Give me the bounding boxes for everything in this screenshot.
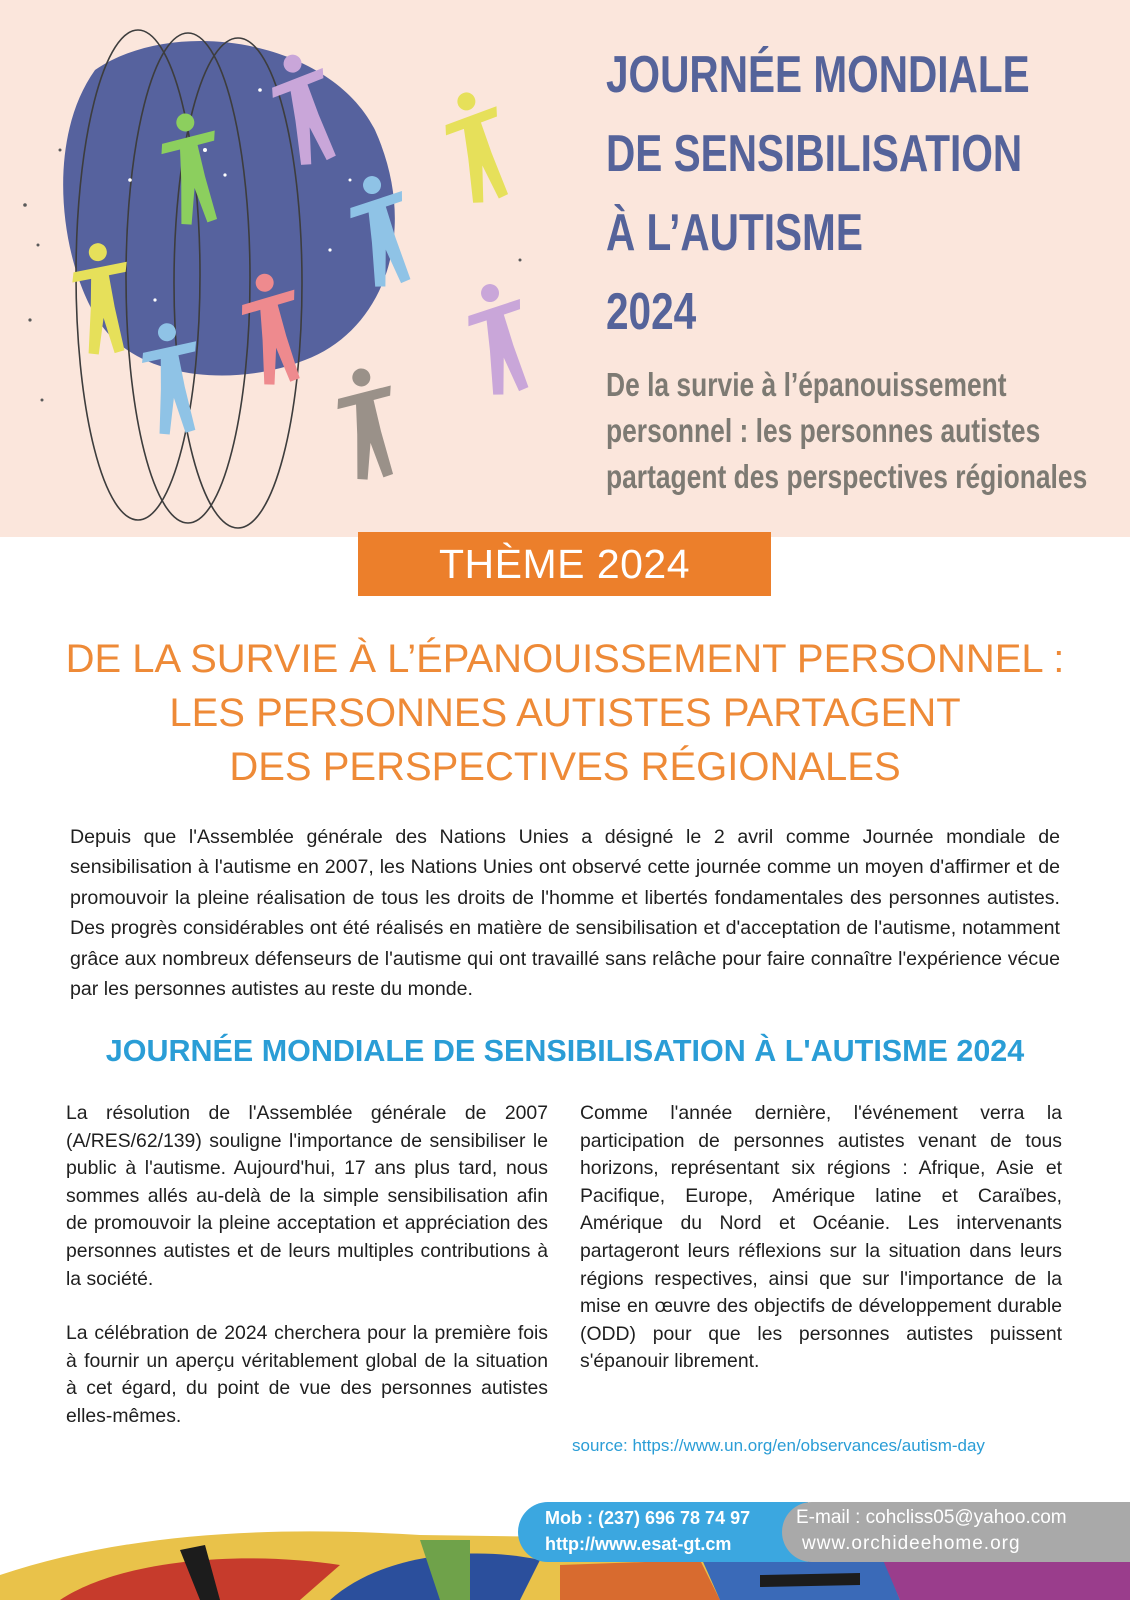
website-link[interactable]: www.orchideehome.org [802,1533,1021,1554]
left-column [66,1100,548,1458]
hero-title [606,36,1030,352]
section-title: JOURNÉE MONDIALE DE SENSIBILISATION À L'AUTISME 2024 [105,1034,1025,1068]
hero-title-line: DE SENSIBILISATION [606,125,1023,183]
theme-label: THÈME 2024 [358,532,771,596]
hero-subtitle-line: De la survie à l’épanouissement [606,366,1007,403]
theme-title-line: DE LA SURVIE À L’ÉPANOUISSEMENT PERSONNEL : [65,637,1065,681]
person-gray [332,365,403,483]
hero-subtitle [606,362,1087,500]
hero-title-line: À L’AUTISME [606,204,863,262]
intro-paragraph: Depuis que l'Assemblée générale des Nations Unies a désigné le 2 avril comme Journée mondiale de sensibilisation à l'autisme en 2007, les Nations Unies ont observé cette journée comme un moyen d'affirmer et de promouvoir la pleine réalisation de tous les droits de l'homme et libertés fondamentales des personnes autistes. Des progrès considérables ont été réalisés en matière de sensibilisation et d'acceptation de l'autisme, notamment grâce aux nombreux défenseurs de l'autisme qui ont travaillé sans relâche pour faire connaître l'expérience vécue par les personnes autistes au reste du monde. [70,826,1060,1001]
theme-title-line: LES PERSONNES AUTISTES PARTAGENT [169,691,961,735]
email-address[interactable]: E-mail : cohcliss05@yahoo.com [796,1507,1067,1528]
person-yellow-right [437,86,518,207]
right-column [580,1100,1062,1403]
mobile-number: Mob : (237) 696 78 74 97 [545,1508,751,1528]
person-purple-right [461,278,539,398]
theme-title-line: DES PERSPECTIVES RÉGIONALES [229,745,901,789]
paragraph: Comme l'année dernière, l'événement verra la participation de personnes autistes venant de tous horizons, représentant six régions : Afrique, Asie et Pacifique, Europe, Amérique latine et Caraïbes, Amérique du Nord et Océanie. Les intervenants partageront leurs réflexions sur la situation dans leurs régions respectives, ainsi que sur l'importance de la mise en œuvre des objectifs de développement durable (ODD) pour que les personnes autistes puissent s'épanouir librement. [580,1102,1062,1373]
hero-subtitle-line: partagent des perspectives régionales [606,458,1088,495]
website-link[interactable]: http://www.esat-gt.cm [545,1534,732,1554]
theme-title [40,632,1090,794]
header-banner [0,0,1130,537]
figures-illustration [0,0,580,537]
hero-title-line: JOURNÉE MONDIALE [606,46,1030,104]
paragraph: La résolution de l'Assemblée générale de 2007 (A/RES/62/139) souligne l'importance de sensibiliser le public à l'autisme. Aujourd'hui, 17 ans plus tard, nous sommes allés au-delà de la simple sensibilisation afin de promouvoir la pleine acceptation et appréciation des personnes autistes et de leurs multiples contributions à la société. [66,1102,548,1290]
paragraph: La célébration de 2024 cherchera pour la première fois à fournir un aperçu véritablement global de la situation à cet égard, du point de vue des personnes autistes elles-mêmes. [66,1322,548,1427]
hero-title-line: 2024 [606,283,697,341]
hero-subtitle-line: personnel : les personnes autistes [606,412,1041,449]
source-link[interactable]: source: https://www.un.org/en/observances/autism-day [572,1436,985,1455]
